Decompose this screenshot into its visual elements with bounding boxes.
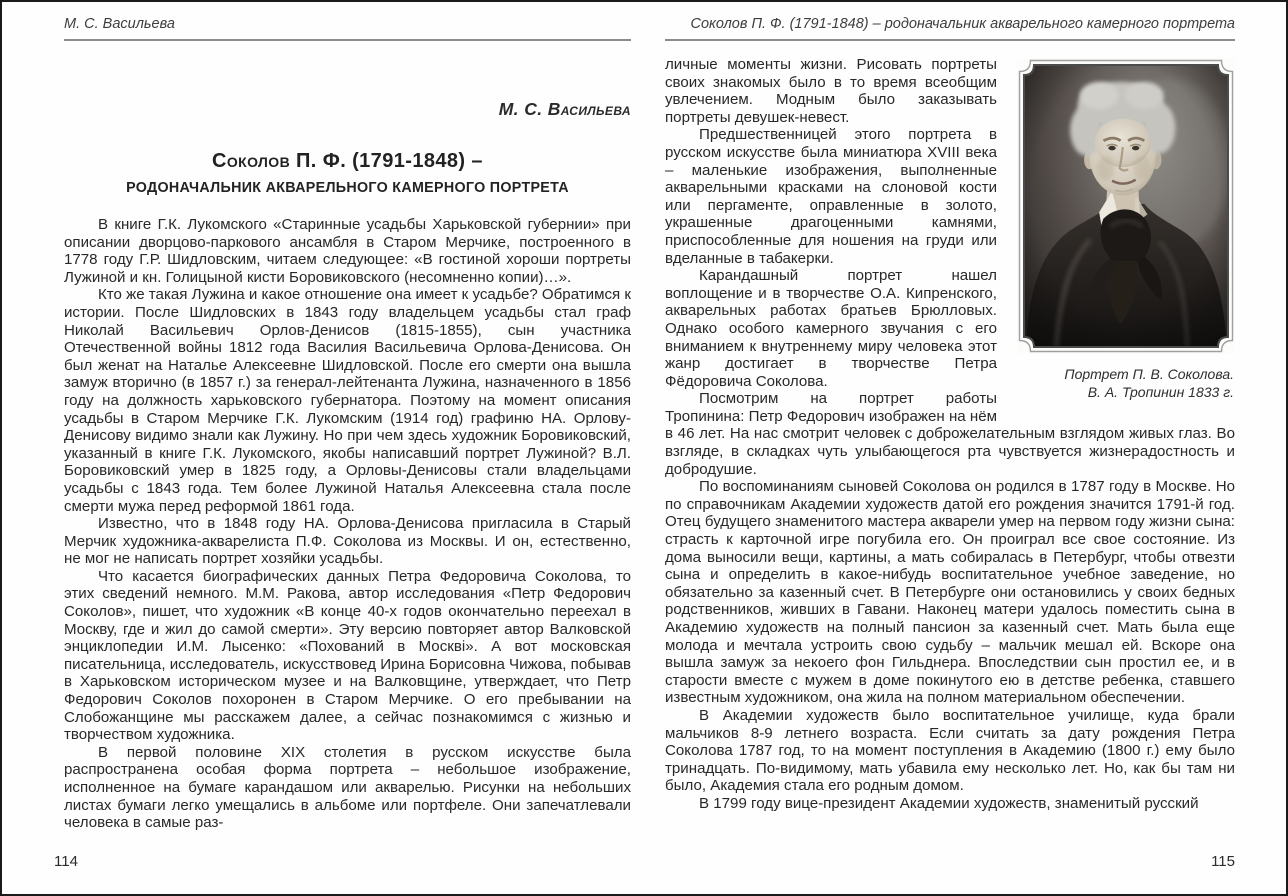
page-left (54, 2, 632, 894)
body-paragraph: Что касается биографических данных Петра Федоровича Соколова, то этих сведений немного. М.М. Ракова, автор исследования «Петр Федорович Соколов», пишет, что художник «В конце 40-х годов окончательно переехал в Москву, где и жил до самой смерти». Эту версию повторяет автор Валковской энциклопедии И.М. Лысенко: «Похований в Москві». А вот московская писательница, исследователь, искусствовед Ирина Борисовна Чижова, побывав в Харьковском историческом музее и на Валковщине, утверждает, что Петр Федорович Соколов похоронен в Старом Мерчике. О его пребывании на Слобожанщине мы расскажем далее, а сейчас познакомимся с жизнью и творчеством художника. (64, 567, 631, 744)
article-title-line2: РОДОНАЧАЛЬНИК АКВАРЕЛЬНОГО КАМЕРНОГО ПОРТРЕТА (126, 180, 569, 196)
portrait-caption (1013, 365, 1235, 401)
running-header-left: М. С. Васильева (64, 16, 631, 41)
body-paragraph: личные моменты жизни. Рисовать портреты своих знакомых было в то время всеобщим увлечением. Модным было заказывать портреты девушек-невест. (665, 56, 997, 126)
body-text-left (64, 216, 631, 832)
portrait-caption-line1: Портрет П. В. Соколова. (1064, 366, 1234, 382)
page-number-right: 115 (1211, 853, 1235, 870)
body-paragraph: В 1799 году вице-президент Академии художеств, знаменитый русский (699, 794, 1199, 812)
portrait-figure (1013, 58, 1235, 401)
portrait-image (1017, 58, 1235, 354)
body-text-right (665, 56, 1235, 813)
body-paragraph: В Академии художеств было воспитательное училище, куда брали мальчиков 8-9 летнего возраста. Если считать за дату рождения Петра Соколова 1787 год, то на момент поступления в Академию (1800 г.) ему было тринадцать. По-видимому, мать убавила ему несколько лет. Но, как бы там ни было, Академия стала его родным домом. (665, 706, 1235, 795)
portrait-caption-line2: В. А. Тропинин 1833 г. (1087, 384, 1234, 400)
body-paragraph: Кто же такая Лужина и какое отношение она имеет к усадьбе? Обратимся к истории. После Шидловских в 1843 году владельцем усадьбы стал граф Николай Васильевич Орлов-Денисов (1815-1855), сын участника Отечественной войны 1812 года Василия Васильевича Орлова-Денисова. Он был женат на Наталье Алексеевне Шидловской. После его смерти она вышла замуж вторично (в 1857 г.) за генерал-лейтенанта Лужина, назначенного в 1856 году на должность харьковского губернатора. Поэтому на момент описания усадьбы в Старом Мерчике Г.К. Лукомским (1914 год) графиню НА. Орлову-Денисову видимо знали как Лужину. Но при чем здесь художник Боровиковский, указанный в книге Г.К. Лукомского, якобы написавший портрет Лужиной? В.Л. Боровиковский умер в 1825 году, а Орловы-Денисовы стали владельцами усадьбы с 1843 года. Тем более Лужиной Наталья Алексеевна стала после смерти мужа перед реформой 1861 года. (64, 286, 632, 515)
running-header-right: Соколов П. Ф. (1791-1848) – родоначальник акварельного камерного портрета (665, 16, 1235, 41)
article-title-line1: Соколов П. Ф. (1791-1848) – (212, 150, 483, 172)
body-paragraph: Посмотрим на портрет работы Тропинина: Петр Федорович изображен на нём в 46 лет. На нас смотрит человек с доброжелательным взглядом живых глаз. Во взгляде, в складках чуть улыбающегося рта чувствуется жизнерадостность и добродушие. (665, 390, 1235, 478)
page-right (665, 2, 1235, 894)
page-number-left: 114 (54, 853, 78, 870)
body-paragraph: Карандашный портрет нашел воплощение и в творчестве О.А. Кипренского, акварельных работах братьев Брюлловых. Однако особого камерного звучания с его вниманием к внутреннему миру человека этот жанр достигает в творчестве Петра Фёдоровича Соколова. (665, 267, 997, 390)
author-line: М. С. Васильева (498, 99, 631, 119)
article-title (64, 150, 631, 196)
body-paragraph: Известно, что в 1848 году НА. Орлова-Денисова пригласила в Старый Мерчик художника-акварелиста П.Ф. Соколова из Москвы. И он, естественно, не мог не написать портрет хозяйки усадьбы. (64, 515, 631, 568)
body-paragraph: В книге Г.К. Лукомского «Старинные усадьбы Харьковской губернии» при описании дворцово-паркового ансамбля в Старом Мерчике, построенного в 1778 году Г.Р. Шидловским, читаем следующее: «В гостиной хороши портреты Лужиной и кн. Голицыной кисти Боровиковского (несомненно копии)…». (64, 216, 631, 286)
body-paragraph: По воспоминаниям сыновей Соколова он родился в 1787 году в Москве. Но по справочникам Академии художеств датой его рождения значится 1791-й год. Отец будущего знаменитого мастера акварели умер на первом году жизни сына: страсть к карточной игре погубила его. Он проиграл все свое состояние. Из дома выносили вещи, картины, а мать собиралась в Петербург, чтобы отвезти сына и определить в какое-нибудь воспитательное учебное заведение, но обязательно за казенный счет. В Петербурге они остановились у своих бедных родственников, живших в Гавани. Наконец матери удалось поместить сына в Академию художеств на полный пансион за казенный счет. Мать была еще молода и мечтала устроить свою судьбу – мальчик мешал ей. Вскоре она вышла замуж за некоего фон Гильднера. Впоследствии сын простил ее, и в старости вместе с мужем в доме покинутого ею в детстве ребенка, ставшего известным художником, она жила на полном материальном обеспечении. (665, 478, 1235, 707)
body-paragraph: Предшественницей этого портрета в русском искусстве была миниатюра XVIII века – маленькие изображения, выполненные акварельными красками на слоновой кости или пергаменте, оправленные в золото, украшенные драгоценными камнями, приспособленные для ношения на груди или вделанные в табакерки. (665, 126, 997, 267)
body-paragraph: В первой половине XIX столетия в русском искусстве была распространена особая форма портрета – небольшое изображение, исполненное на бумаге карандашом или акварелью. Рисунки на небольших листах бумаги легко умещались в альбоме или портфеле. Они запечатлевали человека в самые раз- (64, 743, 631, 832)
